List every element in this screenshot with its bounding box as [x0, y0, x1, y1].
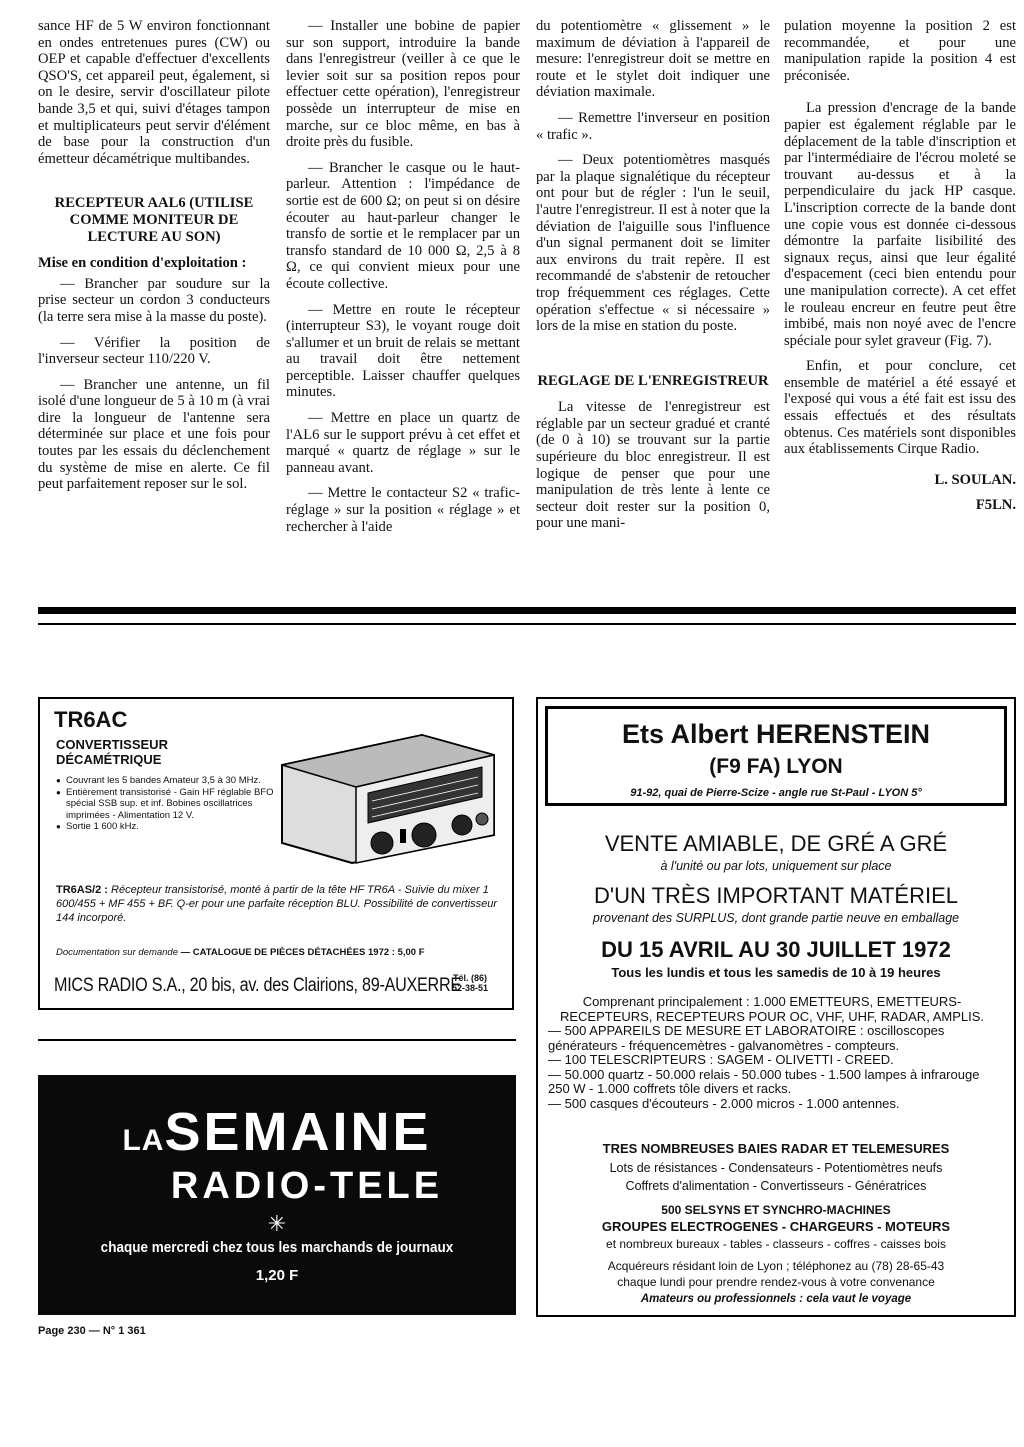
baies-heading: TRES NOMBREUSES BAIES RADAR ET TELEMESURES [602, 1141, 950, 1156]
company-address: 91-92, quai de Pierre-Scize - angle rue St-Paul - LYON 5° [630, 787, 922, 799]
section-heading: REGLAGE DE L'ENREGISTREUR [537, 372, 769, 389]
lots-line-1: Lots de résistances - Condensateurs - Potentiomètres neufs [609, 1161, 943, 1175]
article-column-1 [38, 18, 270, 502]
product-subtitle: CONVERTISSEUR DÉCAMÉTRIQUE [56, 737, 168, 767]
amateurs-line: Amateurs ou professionnels : cela vaut le voyage [640, 1293, 912, 1305]
paragraph: Enfin, et pour conclure, cet ensemble de matériel a été essayé et l'exposé qui vous a été fait est issu des essais effectués et des résultats obtenus. Ces matériels sont disponibles aux établissements Cirque Radio. [784, 358, 1016, 458]
phone-number: 52-38-51 [452, 983, 489, 993]
material-note: provenant des SURPLUS, dont grande partie neuve en emballage [592, 911, 960, 925]
company-sub: (F9 FA) LYON [709, 755, 843, 778]
bureaux-line: et nombreux bureaux - tables - classeurs - coffres - caisses bois [606, 1237, 946, 1251]
author-name: L. SOULAN. [934, 471, 1016, 488]
paragraph: — Mettre le contacteur S2 « trafic-réglage » sur la position « réglage » et rechercher à l'aide [286, 485, 520, 535]
paragraph: — Vérifier la position de l'inverseur secteur 110/220 V. [38, 334, 270, 368]
list-item: — 50.000 quartz - 50.000 relais - 50.000 tubes - 1.500 lampes à infrarouge 250 W - 1.000 coffrets tôle divers et racks. [548, 1066, 980, 1096]
star-icon: ✳ [267, 1211, 287, 1236]
company-phone [452, 973, 488, 993]
article-column-3 [536, 18, 770, 541]
sale-heading: VENTE AMIABLE, DE GRÉ A GRÉ [604, 831, 948, 856]
selsyns-line-2: GROUPES ELECTROGENES - CHARGEURS - MOTEURS [601, 1219, 951, 1234]
sale-note: à l'unité ou par lots, uniquement sur place [660, 859, 892, 873]
radio-receiver-image [272, 725, 500, 865]
catalogue-line [56, 947, 425, 958]
ad-herenstein [536, 697, 1016, 1317]
page-footer: Page 230 — N° 1 361 [38, 1325, 146, 1337]
paragraph: sance HF de 5 W environ fonctionnant en ondes entretenues pures (CW) ou OEP et capable d'effectuer d'excellents QSO'S, cet appareil peut, également, si on le desire, servir d'oscillateur pilote bande 3,5 et qui, suivi d'étages tampon et multiplicateurs peut servir d'élément de base pour la construction d'un émetteur décamétrique multibandes. [38, 18, 270, 167]
sale-dates: DU 15 AVRIL AU 30 JUILLET 1972 [601, 937, 951, 962]
sale-hours: Tous les lundis et tous les samedis de 10 à 19 heures [611, 965, 941, 980]
contact-line-2: chaque lundi pour prendre rendez-vous à votre convenance [617, 1275, 935, 1289]
divider [38, 607, 1016, 614]
paragraph: — Mettre en place un quartz de l'AL6 sur le support prévu à cet effet et marqué « quartz de réglage » sur le panneau avant. [286, 410, 520, 476]
item-list [548, 995, 996, 1111]
phone-label: Tél. (86) [453, 973, 488, 983]
tr6as-text: Récepteur transistorisé, monté à partir de la tête HF TR6A - Suivie du mixer 1 600/455 + MF 455 + BF. Q-er pour une parfaite réception BLU. Possibilité de convertisseur 144 incorporé. [56, 884, 498, 924]
header-box [545, 706, 1007, 806]
company-name: Ets Albert HERENSTEIN [621, 719, 931, 749]
tagline: chaque mercredi chez tous les marchands de journaux [100, 1239, 454, 1256]
product-name: TR6AC [54, 707, 128, 732]
list-item: ● Entièrement transistorisé - Gain HF réglable BFO spécial SSB sup. et inf. Bobines oscillatrices imprimées - Alimentation 12 V. [56, 787, 276, 822]
selsyns-line-1: 500 SELSYNS ET SYNCHRO-MACHINES [661, 1203, 891, 1217]
paragraph: — Remettre l'inverseur en position « trafic ». [536, 109, 770, 143]
divider [38, 1039, 516, 1041]
paragraph: La vitesse de l'enregistreur est réglable par un secteur gradué et cranté (de 0 à 10) se trouvant sur la partie supérieure du bloc enregistreur. Il est logique de penser que pour une manipulation de très lente à lente ce secteur doit rester sur la position 0, pour une mani- [536, 399, 770, 532]
section-heading: RECEPTEUR AAL6 (UTILISE COMME MONITEUR DE LECTURE AU SON) [54, 195, 254, 245]
company-address: MICS RADIO S.A., 20 bis, av. des Clairions, 89-AUXERRE [54, 975, 461, 996]
ad-semaine-radio-tele [38, 1075, 516, 1315]
list-item: Comprenant principalement : 1.000 EMETTEURS, EMETTEURS-RECEPTEURS, RECEPTEURS POUR OC, VHF, UHF, RADAR, AMPLIS. [559, 994, 985, 1024]
article-column-4 [784, 18, 1016, 523]
catalogue-text: — CATALOGUE DE PIÈCES DÉTACHÉES 1972 : 5,00 F [180, 947, 425, 958]
title-semaine: SEMAINE [164, 1102, 432, 1162]
divider [38, 623, 1016, 625]
list-item: ● Couvrant les 5 bandes Amateur 3,5 à 30 MHz. [56, 775, 276, 787]
paragraph: — Deux potentiomètres masqués par la plaque signalétique du récepteur ont pour but de régler : l'un le seuil, l'autre l'enregistreur. Il est à noter que la déviation de l'aiguille sous l'influence d'un signal permanent doit se limiter aux environs du trait repère. Il est recommandé de s'abstenir de retoucher trop fréquemment ces réglages. Cette opération s'effectue « si nécessaire » lors de la mise en station du poste. [536, 152, 770, 335]
doc-note: Documentation sur demande [56, 947, 178, 958]
contact-line-1: Acquéreurs résidant loin de Lyon ; téléphonez au (78) 28-65-43 [607, 1259, 945, 1273]
ad-tr6ac [38, 697, 514, 1010]
paragraph: — Installer une bobine de papier sur son support, introduire la bande dans l'enregistreur (veiller à ce que le levier soit sur sa position repos pour effectuer cette opération), l'enregistreur possède un interrupteur de mise en marche, sur ce bloc même, en bas à droite près du fusible. [286, 18, 520, 151]
list-item: — 500 casques d'écouteurs - 2.000 micros - 1.000 antennes. [548, 1095, 900, 1111]
list-item: ● Sortie 1 600 kHz. [56, 821, 276, 833]
title-radio-tele: RADIO-TELE [170, 1165, 444, 1207]
paragraph: — Mettre en route le récepteur (interrupteur S3), le voyant rouge doit s'allumer et un bruit de relais se mettant au travail doit être nettement perceptible. Laisser chauffer quelques minutes. [286, 301, 520, 401]
paragraph: — Brancher le casque ou le haut-parleur. Attention : l'impédance de sortie est de 600 Ω; on peut si on désire écouter au haut-parleur changer le transfo de sortie et le remplacer par un transfo standard de 10 000 Ω, 2,5 à 8 Ω, ce qui convient mieux pour une écoute collective. [286, 159, 520, 292]
magazine-title [38, 1101, 516, 1163]
tr6as-label: TR6AS/2 : [56, 884, 108, 896]
lots-line-2: Coffrets d'alimentation - Convertisseurs - Génératrices [625, 1179, 927, 1193]
list-item: — 100 TELESCRIPTEURS : SAGEM - OLIVETTI - CREED. [548, 1052, 894, 1067]
author-callsign: F5LN. [975, 497, 1016, 514]
price: 1,20 F [255, 1267, 299, 1284]
list-item: — 500 APPAREILS DE MESURE ET LABORATOIRE : oscilloscopes générateurs - fréquencemètres - galvanomètres - compteurs. [548, 1023, 945, 1053]
title-la: LA [122, 1124, 165, 1157]
subheading: Mise en condition d'exploitation : [38, 255, 247, 272]
paragraph: — Brancher par soudure sur la prise secteur un cordon 3 conducteurs (la terre sera mise à la masse du poste). [38, 275, 270, 325]
material-heading: D'UN TRÈS IMPORTANT MATÉRIEL [594, 883, 958, 908]
paragraph: pulation moyenne la position 2 est recommandée, et pour une manipulation rapide la position 4 est préconisée. [784, 18, 1016, 84]
paragraph: — Brancher une antenne, un fil isolé d'une longueur de 5 à 10 m (à vrai dire la longueur de l'antenne sera déterminée sur place et une fois pour toutes par les essais du déclenchement du système de mise en alerte. Ce fil peut parfaitement reposer sur le sol. [38, 376, 270, 493]
article-column-2 [286, 18, 520, 544]
paragraph: La pression d'encrage de la bande papier est également réglable par le déplacement de la table d'inscription et par l'intermédiaire de l'écrou moleté se trouvant au-dessus et à la perpendiculaire du jack HP casque. L'inscription correcte de la bande dont une copie vous est donnée ci-dessous démontre la parfaite lisibilité des signaux reçus, ainsi que leur égalité d'espacement (ceci bien entendu pour une manipulation correcte). A cet effet le rouleau encreur en feutre peut être imbibé, mais non noyé avec de l'encre spéciale pour sylet graveur (Fig. 7). [784, 100, 1016, 349]
tr6as-description [56, 883, 506, 925]
paragraph: du potentiomètre « glissement » le maximum de déviation à l'appareil de mesure: l'enregistreur doit se mettre en route et le stylet doit indiquer une déviation maximale. [536, 18, 770, 101]
feature-list [56, 775, 276, 833]
